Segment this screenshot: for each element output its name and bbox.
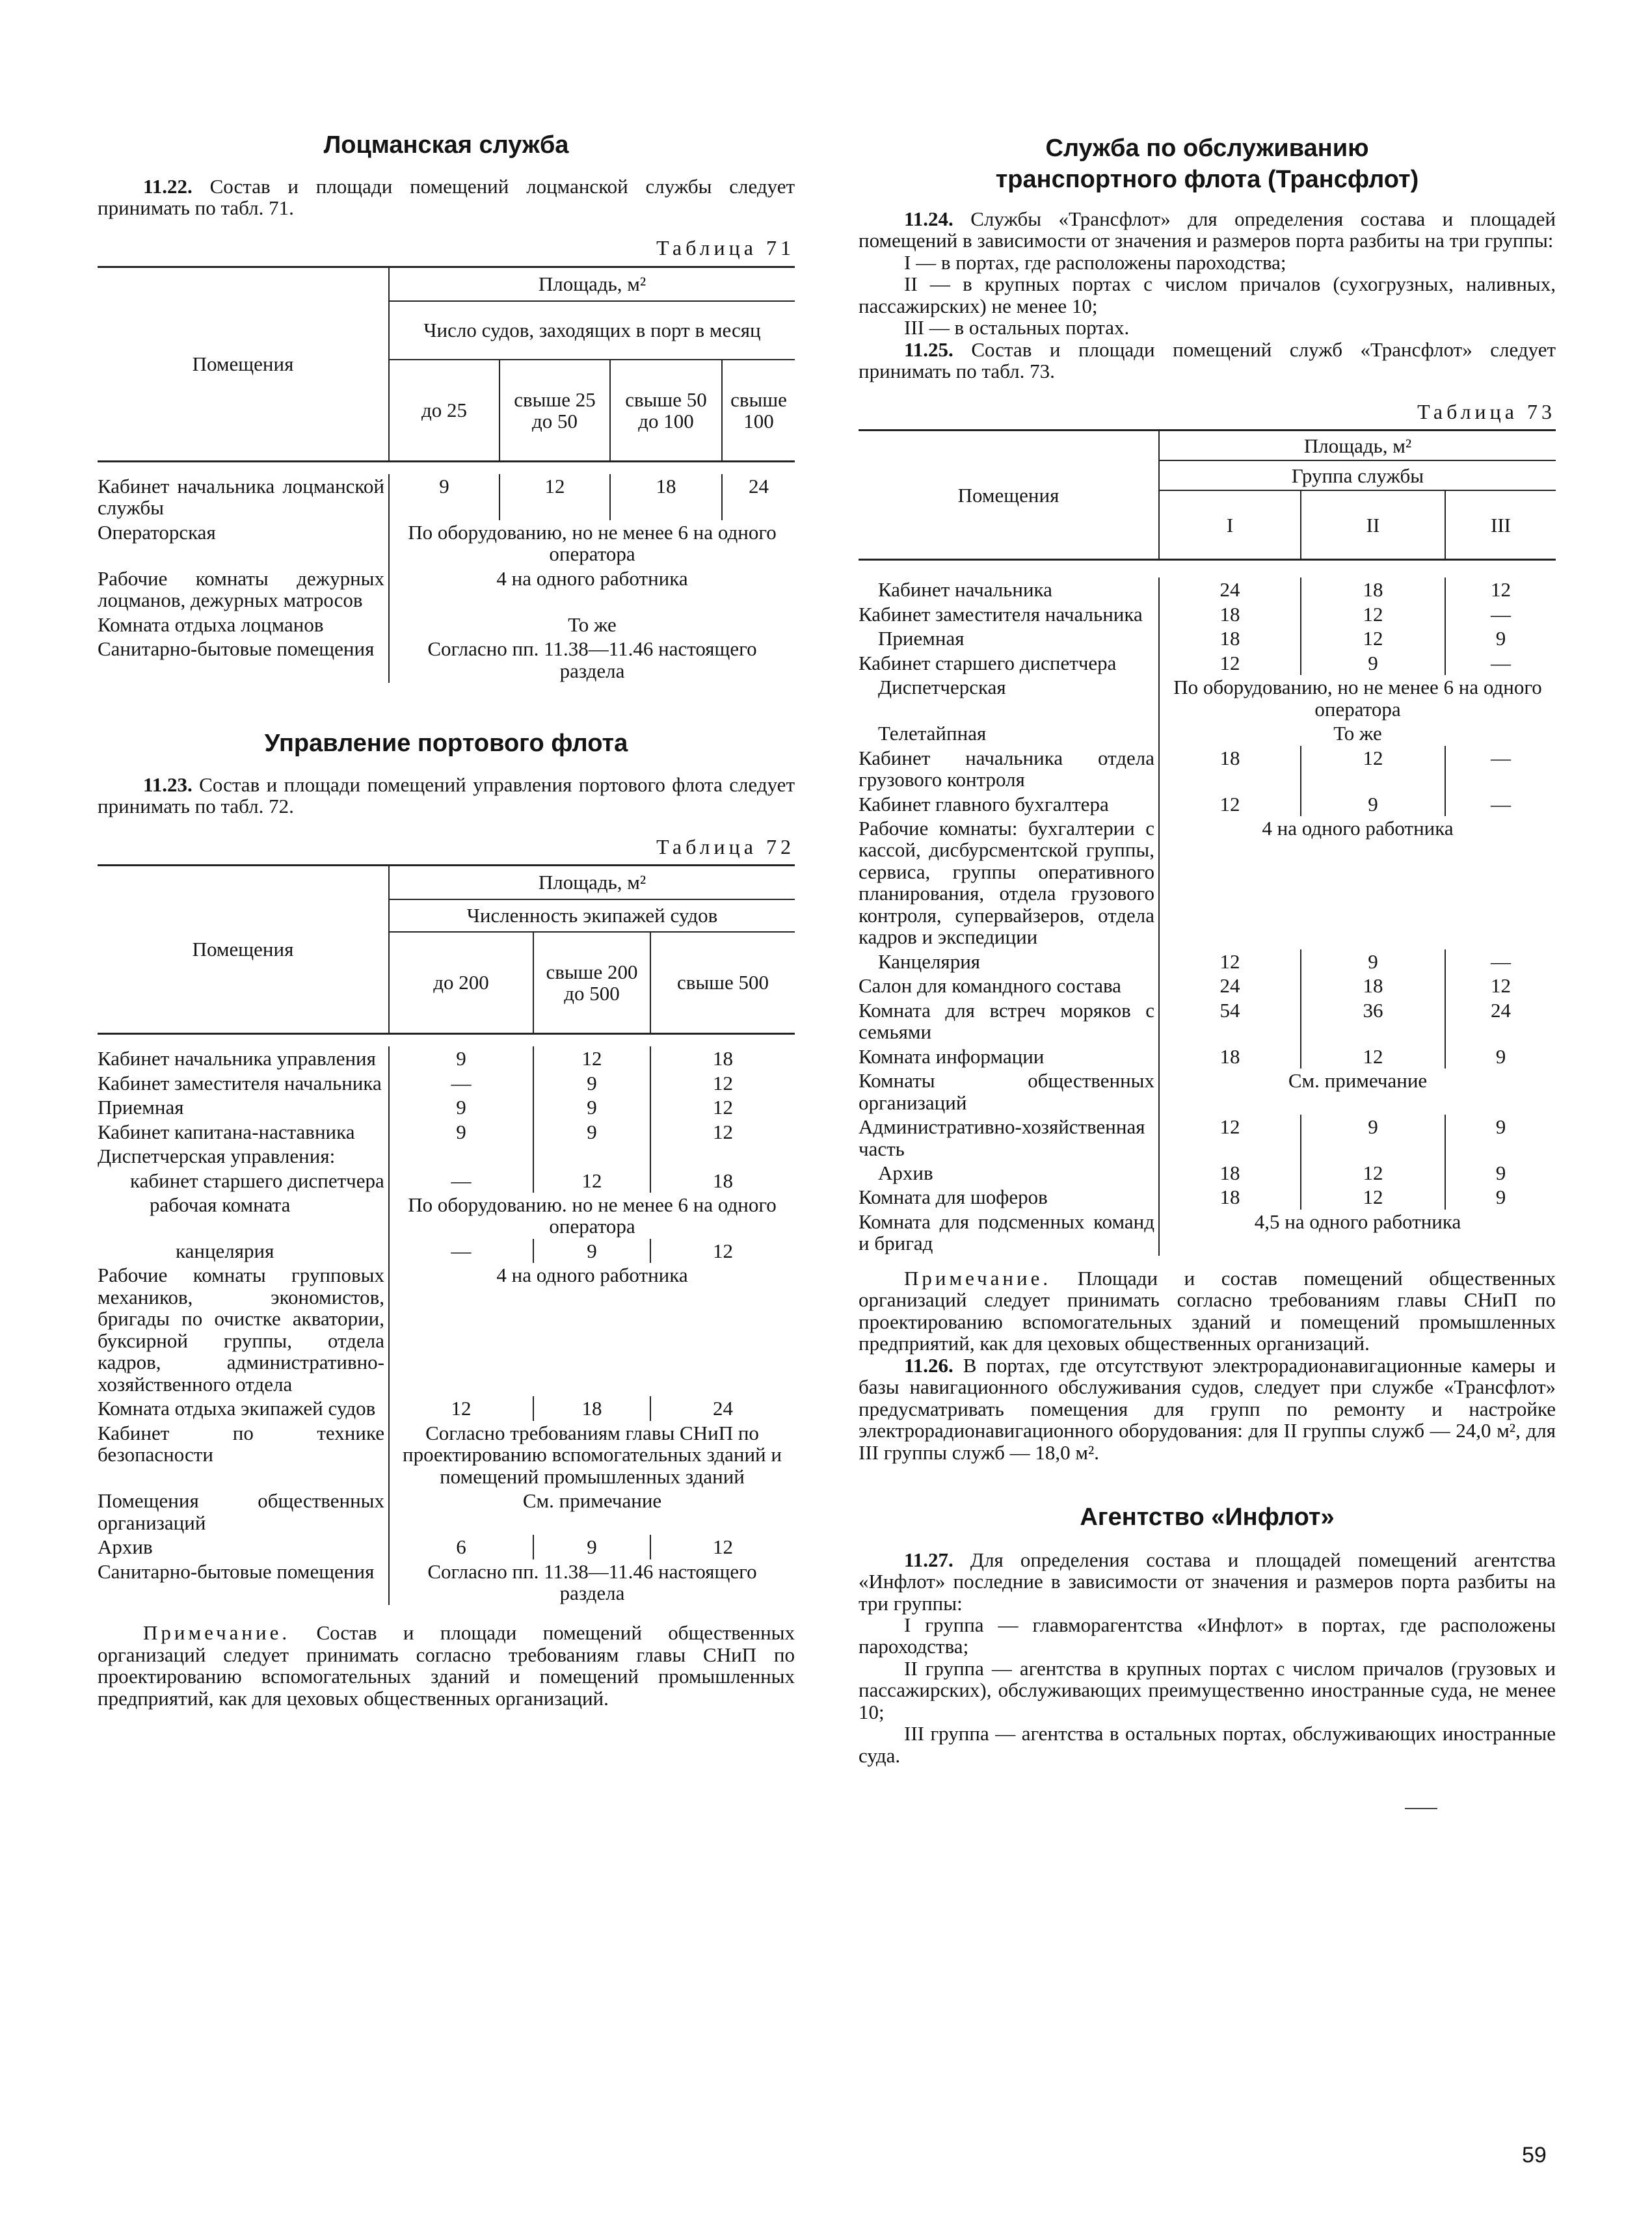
table-header-area: Площадь, м² [389, 866, 795, 900]
row-label: Кабинет главного бухгалтера [859, 792, 1109, 816]
cell-value: 9 [1445, 1185, 1556, 1209]
table-71 [98, 266, 795, 683]
table-row [98, 1095, 795, 1119]
cell-value: 9 [533, 1239, 650, 1263]
row-label: кабинет старшего диспетчера [130, 1169, 384, 1192]
row-label: Кабинет заместителя начальника [98, 1071, 382, 1094]
paragraph-number: 11.24. [904, 207, 953, 230]
cell-value: 18 [533, 1396, 650, 1420]
cell-value: 24 [650, 1396, 795, 1420]
table-row [859, 1210, 1556, 1256]
table-col-header: до 25 [389, 360, 500, 462]
group-item: III группа — агентства в остальных портах, обслуживающих иностранные суда. [859, 1722, 1556, 1767]
table-header-group: Численность экипажей судов [389, 899, 795, 932]
cell-value: 18 [1301, 577, 1445, 602]
table-row [859, 1161, 1556, 1185]
paragraph-11-22 [98, 176, 795, 219]
note-73 [859, 1267, 1556, 1355]
group-item: I группа — главморагентства «Инфлот» в портах, где расположены пароходства; [859, 1613, 1556, 1658]
cell-value: 9 [1445, 1115, 1556, 1161]
table-row [98, 1489, 795, 1535]
section-title-port-fleet: Управление портового флота [264, 730, 628, 758]
row-label: Комнаты общественных организаций [859, 1069, 1154, 1114]
cell-value: 12 [1301, 626, 1445, 650]
right-column [859, 0, 1556, 1766]
row-label: Административно-хозяйственная часть [859, 1115, 1145, 1160]
paragraph-number: 11.23. [143, 773, 193, 796]
cell-value: 18 [1301, 974, 1445, 998]
cell-value: 9 [533, 1095, 650, 1119]
table-row [859, 949, 1556, 974]
cell-value: 12 [1301, 1161, 1445, 1185]
cell-value: 12 [1159, 651, 1301, 675]
table-row [859, 602, 1556, 626]
cell-value: 9 [533, 1071, 650, 1095]
table-row [98, 1396, 795, 1420]
paragraph-number: 11.25. [904, 338, 953, 361]
cell-span: Согласно пп. 11.38—11.46 настоящего раздела [389, 637, 795, 683]
paragraph-text: Состав и площади помещений служб «Трансфлот» следует принимать по табл. 73. [859, 338, 1556, 383]
cell-value: 12 [533, 1169, 650, 1193]
left-column [98, 0, 795, 1709]
cell-span: 4 на одного работника [389, 566, 795, 613]
cell-value: — [1445, 949, 1556, 974]
cell-value: 12 [650, 1071, 795, 1095]
cell-span: Согласно требованиям главы СНиП по проектированию вспомогательных зданий и помещений промышленных зданий [389, 1421, 795, 1489]
cell-value: 12 [1301, 1044, 1445, 1068]
cell-span: Согласно пп. 11.38—11.46 настоящего раздела [389, 1559, 795, 1606]
row-label: Комната для встреч моряков с семьями [859, 998, 1154, 1044]
cell-value: — [389, 1239, 533, 1263]
table-row [98, 1046, 795, 1070]
paragraph-11-25 [859, 339, 1556, 382]
section-title-transflot [859, 133, 1556, 195]
cell-value: 9 [1445, 626, 1556, 650]
table-row [859, 792, 1556, 816]
cell-value: 24 [1159, 577, 1301, 602]
table-row [859, 1068, 1556, 1115]
paragraph-text: Состав и площади помещений лоцманской службы следует принимать по табл. 71. [98, 174, 795, 219]
table-row [859, 816, 1556, 949]
table-72-caption: Таблица 72 [656, 834, 795, 858]
cell-value: 12 [533, 1046, 650, 1070]
row-label: Телетайпная [878, 722, 987, 745]
cell-value: 36 [1301, 998, 1445, 1044]
row-label: Операторская [98, 520, 216, 544]
table-header-rooms: Помещения [192, 938, 294, 961]
table-row [859, 577, 1556, 602]
table-72 [98, 864, 795, 1605]
cell-value: 12 [650, 1239, 795, 1263]
table-row [98, 613, 795, 637]
cell-value: 6 [389, 1535, 533, 1559]
note-text: Состав и площади помещений общественных организаций следует принимать согласно требованиям главы СНиП по проектированию вспомогательных зданий и помещений промышленных предприятий, как для цеховых общественных организаций. [98, 1621, 795, 1710]
cell-value: 9 [389, 474, 500, 520]
row-label: Архив [878, 1161, 933, 1185]
row-label: Комната для подсменных команд и бригад [859, 1210, 1154, 1255]
note-label: Примечание. [143, 1621, 291, 1645]
table-row [859, 651, 1556, 675]
decorative-dash [1405, 1808, 1437, 1809]
cell-value: 18 [610, 474, 722, 520]
table-row [98, 1239, 795, 1263]
cell-value: 9 [533, 1535, 650, 1559]
cell-value: 18 [1159, 746, 1301, 792]
cell-value: 18 [650, 1169, 795, 1193]
cell-span: 4 на одного работника [389, 1263, 795, 1396]
paragraph-text: Службы «Трансфлот» для определения состава и площадей помещений в зависимости от значения и размеров порта разбиты на три группы: [859, 207, 1556, 252]
table-col-header: свыше 200 до 500 [533, 932, 650, 1034]
table-row [859, 1044, 1556, 1068]
section-title-pilot-service: Лоцманская служба [323, 131, 569, 159]
paragraph-11-27 [859, 1549, 1556, 1614]
cell-span: См. примечание [1159, 1068, 1556, 1115]
row-label: Кабинет заместителя начальника [859, 602, 1143, 626]
note-72 [98, 1622, 795, 1709]
table-row [859, 675, 1556, 721]
table-row [98, 1120, 795, 1144]
table-row [859, 998, 1556, 1044]
row-label: Кабинет старшего диспетчера [859, 651, 1117, 674]
cell-value: 12 [1445, 577, 1556, 602]
cell-value: 9 [1445, 1161, 1556, 1185]
table-row [98, 1535, 795, 1559]
cell-value: 18 [1159, 1161, 1301, 1185]
table-row [98, 1169, 795, 1193]
table-row [859, 721, 1556, 745]
table-row [859, 626, 1556, 650]
table-row [98, 1193, 795, 1239]
row-label: Приемная [878, 627, 965, 650]
table-row [859, 1185, 1556, 1209]
paragraph-number: 11.22. [143, 174, 193, 198]
cell-value: 24 [1445, 998, 1556, 1044]
row-label: Кабинет начальника лоцманской службы [98, 474, 384, 520]
cell-value: 9 [389, 1120, 533, 1144]
cell-value: 18 [650, 1046, 795, 1070]
row-label: Помещения общественных организаций [98, 1489, 384, 1534]
table-col-header: свыше 500 [650, 932, 795, 1034]
table-71-caption: Таблица 71 [656, 236, 795, 260]
paragraph-number: 11.26. [904, 1353, 953, 1377]
table-row [98, 637, 795, 683]
row-label: Комната отдыха экипажей судов [98, 1397, 376, 1420]
cell-value: — [1445, 602, 1556, 626]
cell-span: То же [1159, 721, 1556, 745]
table-col-header: I [1159, 490, 1301, 560]
table-row [98, 566, 795, 613]
cell-value: 12 [1445, 974, 1556, 998]
table-73 [859, 429, 1556, 1256]
cell-span: То же [389, 613, 795, 637]
page-number: 59 [1522, 2143, 1547, 2168]
group-item: II группа — агентства в крупных портах с числом причалов (грузовых и пассажирских), обслуживающих преимущественно иностранные суда, не менее 10; [859, 1656, 1556, 1723]
row-label: рабочая комната [150, 1193, 291, 1216]
cell-span: См. примечание [389, 1489, 795, 1535]
table-header-group: Число судов, заходящих в порт в месяц [389, 301, 795, 360]
row-label: Канцелярия [878, 949, 981, 973]
cell-value: 12 [1301, 746, 1445, 792]
table-row [859, 746, 1556, 792]
table-row [98, 1559, 795, 1606]
paragraph-11-26 [859, 1355, 1556, 1463]
cell-value: 9 [1301, 949, 1445, 974]
cell-value: 24 [1159, 974, 1301, 998]
note-label: Примечание. [904, 1266, 1052, 1290]
table-header-group: Группа службы [1159, 460, 1556, 490]
title-line: транспортного флота (Трансфлот) [995, 165, 1419, 193]
cell-value: 12 [650, 1535, 795, 1559]
cell-value: 12 [650, 1095, 795, 1119]
cell-value: 12 [1159, 792, 1301, 816]
cell-span: 4,5 на одного работника [1159, 1210, 1556, 1256]
cell-span: По оборудованию, но не менее 6 на одного оператора [1159, 675, 1556, 721]
cell-value: 18 [1159, 602, 1301, 626]
table-row [98, 1421, 795, 1489]
row-label: Рабочие комнаты: бухгалтерии с кассой, дисбурсментской группы, сервиса, группы оперативного планирования, отдела грузового контроля, супервайзеров, отдела кадров и экспедиции [859, 816, 1154, 949]
cell-value: — [1445, 746, 1556, 792]
cell-value: 9 [1445, 1044, 1556, 1068]
row-label: Кабинет по технике безопасности [98, 1421, 384, 1466]
table-header-rooms: Помещения [957, 483, 1059, 507]
cell-value: 12 [500, 474, 610, 520]
table-col-header: III [1445, 490, 1556, 560]
paragraph-text: Состав и площади помещений управления портового флота следует принимать по табл. 72. [98, 773, 795, 818]
cell-value: 18 [1159, 626, 1301, 650]
paragraph-text: В портах, где отсутствуют электрорадионавигационные камеры и базы навигационного обслуживания судов, следует при службе «Трансфлот» предусматривать помещения для групп по ремонту и настройке электрорадионавигационного оборудования: для II группы служб — 24,0 м², для III группы служб — 18,0 м². [859, 1353, 1556, 1464]
row-label: Кабинет начальника отдела грузового контроля [859, 746, 1154, 791]
cell-value: 24 [722, 474, 795, 520]
table-header-rooms: Помещения [192, 352, 294, 376]
note-text: Площади и состав помещений общественных организаций следует принимать согласно требованиям главы СНиП по проектированию вспомогательных зданий и помещений промышленных предприятий, как для цеховых общественных организаций. [859, 1266, 1556, 1355]
cell-value: 9 [1301, 1115, 1445, 1161]
table-col-header: свыше 50 до 100 [610, 360, 722, 462]
cell-value: 18 [1159, 1044, 1301, 1068]
table-73-caption: Таблица 73 [1417, 399, 1556, 423]
cell-span: 4 на одного работника [1159, 816, 1556, 949]
cell-value: — [1445, 651, 1556, 675]
row-label: Санитарно-бытовые помещения [98, 1559, 375, 1583]
row-label: Комната для шоферов [859, 1186, 1048, 1209]
section-title-inflot: Агентство «Инфлот» [1080, 1504, 1335, 1532]
cell-value: 12 [1159, 949, 1301, 974]
paragraph-number: 11.27. [904, 1548, 953, 1571]
row-label: канцелярия [176, 1239, 274, 1262]
row-label: Диспетчерская управления: [98, 1145, 336, 1168]
table-header-area: Площадь, м² [389, 267, 795, 301]
cell-value: 9 [389, 1095, 533, 1119]
cell-value: 18 [1159, 1185, 1301, 1209]
cell-span: По оборудованию, но не менее 6 на одного оператора [389, 520, 795, 566]
cell-value: 54 [1159, 998, 1301, 1044]
row-label: Диспетчерская [878, 676, 1006, 699]
row-label: Санитарно-бытовые помещения [98, 637, 375, 661]
table-row [859, 974, 1556, 998]
paragraph-text: Для определения состава и площадей помещений агентства «Инфлот» последние в зависимости от значения и размеров порта разбиты на три группы: [859, 1548, 1556, 1615]
row-label: Архив [98, 1535, 153, 1559]
cell-value: 12 [650, 1120, 795, 1144]
table-col-header: свыше 100 [722, 360, 795, 462]
cell-value: 9 [1301, 651, 1445, 675]
row-label: Кабинет начальника управления [98, 1047, 376, 1070]
row-label: Салон для командного состава [859, 974, 1121, 998]
table-row [98, 1071, 795, 1095]
table-row [98, 474, 795, 520]
table-col-header: свыше 25 до 50 [500, 360, 610, 462]
cell-value: — [389, 1169, 533, 1193]
table-row [98, 1263, 795, 1396]
table-row [98, 1144, 795, 1168]
row-label: Кабинет начальника [878, 578, 1052, 602]
cell-value: 12 [1301, 1185, 1445, 1209]
cell-value: 12 [389, 1396, 533, 1420]
table-row [98, 520, 795, 566]
paragraph-11-24 [859, 208, 1556, 252]
group-item: III — в остальных портах. [904, 316, 1130, 339]
title-line: Служба по обслуживанию [1045, 135, 1369, 162]
cell-value: 12 [1301, 602, 1445, 626]
table-row [859, 1115, 1556, 1161]
table-header-area: Площадь, м² [1159, 431, 1556, 461]
table-col-header: II [1301, 490, 1445, 560]
cell-value: 9 [533, 1120, 650, 1144]
table-col-header: до 200 [389, 932, 533, 1034]
group-item: I — в портах, где расположены пароходства; [904, 250, 1286, 274]
row-label: Приемная [98, 1096, 184, 1119]
cell-span: По оборудованию. но не менее 6 на одного оператора [389, 1193, 795, 1239]
cell-value: — [389, 1071, 533, 1095]
group-item: II — в крупных портах с числом причалов (сухогрузных, наливных, пассажирских) не менее 10; [859, 272, 1556, 317]
cell-value: 9 [389, 1046, 533, 1070]
cell-value: 9 [1301, 792, 1445, 816]
row-label: Рабочие комнаты групповых механиков, экономистов, бригады по очистке акватории, буксирной группы, отдела кадров, административно-хозяйственного отдела [98, 1264, 384, 1396]
cell-value: — [1445, 792, 1556, 816]
paragraph-11-23 [98, 774, 795, 817]
cell-value: 12 [1159, 1115, 1301, 1161]
row-label: Комната информации [859, 1044, 1045, 1068]
row-label: Рабочие комнаты дежурных лоцманов, дежурных матросов [98, 566, 384, 612]
row-label: Кабинет капитана-наставника [98, 1120, 355, 1143]
row-label: Комната отдыха лоцманов [98, 613, 324, 636]
